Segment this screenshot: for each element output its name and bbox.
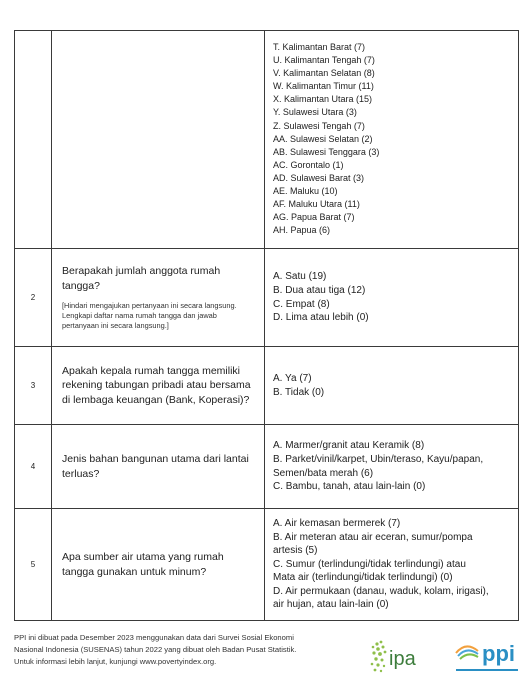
question-cell (52, 425, 265, 509)
row-number: 4 (15, 425, 52, 509)
footer-line: PPI ini dibuat pada Desember 2023 menggunakan data dari Survei Sosial Ekonomi (14, 633, 294, 642)
answer-option: AE. Maluku (10) (273, 186, 338, 197)
answer-option: U. Kalimantan Tengah (7) (273, 55, 375, 66)
answers-cell (265, 347, 519, 425)
answer-option: B. Tidak (0) (273, 386, 325, 398)
ipa-logo (365, 638, 427, 678)
row-number (15, 31, 52, 249)
answer-option: AH. Papua (6) (273, 225, 331, 236)
row-number: 5 (15, 509, 52, 621)
question-cell (52, 249, 265, 347)
answer-option: B. Parket/vinil/karpet, Ubin/teraso, Kayu/papan, (273, 453, 484, 465)
answer-option: A. Marmer/granit atau Keramik (8) (273, 440, 425, 452)
answer-option: B. Dua atau tiga (12) (273, 284, 366, 296)
answer-option: C. Sumur (terlindungi/tidak terlindungi) atau (273, 558, 466, 570)
question-cell (52, 347, 265, 425)
footer-line: Untuk informasi lebih lanjut, kunjungi www.povertyindex.org. (14, 657, 217, 666)
answer-option: T. Kalimantan Barat (7) (273, 42, 366, 52)
answers-cell (265, 425, 519, 509)
question-text: Apa sumber air utama yang rumah tangga gunakan untuk minum? (62, 551, 224, 578)
answer-option: Y. Sulawesi Utara (3) (273, 107, 357, 118)
answer-option: Mata air (terlindungi/tidak terlindungi) (0) (273, 572, 453, 584)
footer-text (14, 632, 344, 668)
question-text: Jenis bahan bangunan utama dari lantai terluas? (62, 453, 249, 480)
question-text: Berapakah jumlah anggota rumah tangga? (62, 265, 221, 292)
answer-option: AC. Gorontalo (1) (273, 159, 344, 170)
answer-option: D. Lima atau lebih (0) (273, 312, 369, 324)
answers-cell (265, 509, 519, 621)
table-row (15, 425, 519, 509)
question-cell (52, 509, 265, 621)
answer-option: W. Kalimantan Timur (11) (273, 81, 374, 92)
answer-option: D. Air permukaan (danau, waduk, kolam, irigasi), (273, 585, 489, 597)
answer-option: A. Satu (19) (273, 271, 327, 283)
answer-option: Semen/bata merah (6) (273, 467, 374, 479)
table-row (15, 31, 519, 249)
answer-option: Z. Sulawesi Tengah (7) (273, 120, 365, 131)
answer-option: V. Kalimantan Selatan (8) (273, 68, 375, 79)
answer-option: X. Kalimantan Utara (15) (273, 94, 373, 105)
answer-option: AA. Sulawesi Selatan (2) (273, 133, 373, 144)
answer-option: A. Air kemasan bermerek (7) (273, 517, 401, 529)
table-row (15, 509, 519, 621)
answer-option: A. Ya (7) (273, 372, 312, 384)
table-row (15, 347, 519, 425)
question-note: [Hindari mengajukan pertanyaan ini secara langsung. Lengkapi daftar nama rumah tangga dan jawab pertanyaan ini secara langsung.] (62, 301, 237, 330)
answer-option: C. Bambu, tanah, atau lain-lain (0) (273, 481, 426, 493)
answers-cell (265, 31, 519, 249)
row-number: 3 (15, 347, 52, 425)
answer-option: AD. Sulawesi Barat (3) (273, 172, 365, 183)
answers-cell (265, 249, 519, 347)
question-text: Apakah kepala rumah tangga memiliki rekening tabungan pribadi atau bersama di lembaga keuangan (Bank, Koperasi)? (62, 364, 251, 406)
answer-option: artesis (5) (273, 545, 318, 557)
footer-line: Nasional Indonesia (SUSENAS) tahun 2022 yang dibuat oleh Badan Pusat Statistik. (14, 645, 297, 654)
questionnaire-table (14, 30, 519, 621)
table-row (15, 249, 519, 347)
answer-option: AF. Maluku Utara (11) (273, 199, 360, 210)
answer-option: B. Air meteran atau air eceran, sumur/pompa (273, 531, 473, 543)
row-number: 2 (15, 249, 52, 347)
answer-option: AG. Papua Barat (7) (273, 212, 355, 223)
ppi-logo-text: ppi (482, 641, 515, 666)
answer-option: air hujan, atau lain-lain (0) (273, 599, 389, 611)
answer-option: AB. Sulawesi Tenggara (3) (273, 146, 380, 157)
answer-option: C. Empat (8) (273, 298, 330, 310)
question-cell (52, 31, 265, 249)
ppi-logo (452, 639, 522, 679)
ipa-logo-text: ipa (389, 648, 416, 670)
